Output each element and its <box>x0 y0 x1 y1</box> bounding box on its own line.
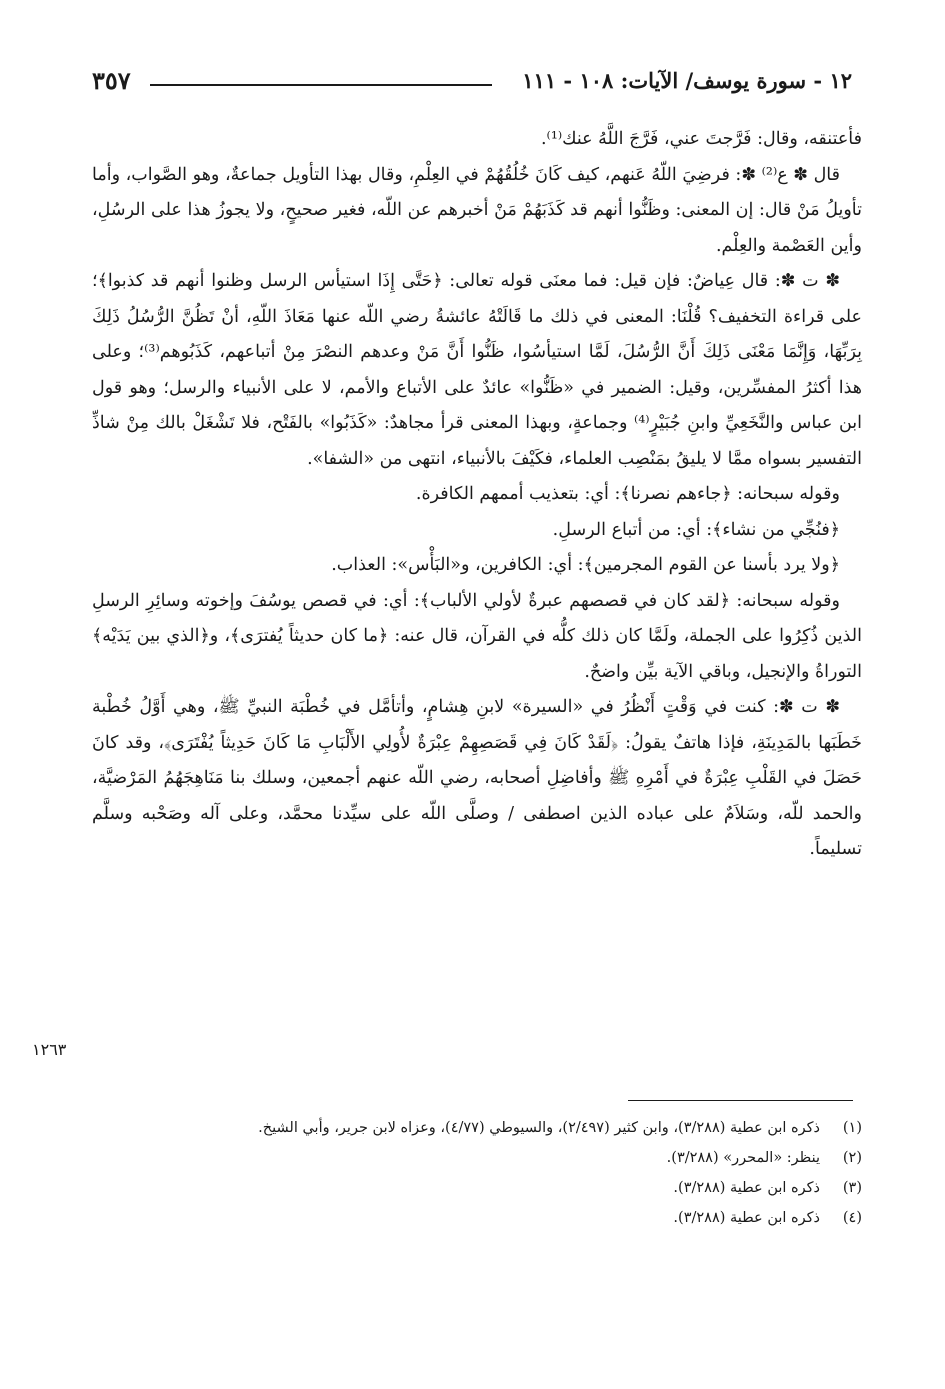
paragraph: وقوله سبحانه: ﴿لقد كان في قصصهم عبرةٌ لأولي الألباب﴾: أي: في قصص يوسُفَ وإخوته وسائِرِ الرسلِ الذين ذُكِرُوا على الجملة، ولَمَّا كان ذلك كلُّه في القرآن، قال عنه: ﴿ما كان حديثاً يُفترَى﴾، و﴿الذي بين يَدَيْه﴾ التوراةُ والإنجيل، وباقي الآية بيِّن واضحٌ. <box>92 590 862 682</box>
footnote-text: ذكره ابن عطية (٣/٢٨٨). <box>673 1180 820 1196</box>
footnote-text: ذكره ابن عطية (٣/٢٨٨)، وابن كثير (٢/٤٩٧)، والسيوطي (٤/٧٧)، وعزاه لابن جرير، وأبي الشيخ. <box>258 1120 820 1136</box>
footnote <box>92 1113 862 1143</box>
footnote-rule <box>628 1100 853 1101</box>
margin-page-reference: ١٢٦٣ <box>32 1040 67 1059</box>
paragraph: فأعتنقه، وقال: فَرَّجتَ عني، فَرَّجَ اللَّهُ عنك⁽¹⁾. <box>540 129 862 149</box>
paragraph: ﴿فنُجِّي من نشاء﴾: أي: من أتباع الرسلِ. <box>552 519 840 540</box>
main-text <box>92 122 862 868</box>
footnotes <box>92 1113 862 1233</box>
footnote-number: (٢) <box>842 1150 862 1166</box>
footnote-number: (٤) <box>842 1210 862 1226</box>
footnote <box>92 1173 862 1203</box>
footnote-text: ينظر: «المحرر» (٣/٢٨٨). <box>666 1150 820 1166</box>
footnote-text: ذكره ابن عطية (٣/٢٨٨). <box>673 1210 820 1226</box>
paragraph: وقوله سبحانه: ﴿جاءهم نصرنا﴾: أي: بتعذيب أممهم الكافرة. <box>415 484 840 504</box>
paragraph: ✽ ت ✽: قال عِياضٌ: فإن قيل: فما معنَى قوله تعالى: ﴿حَتَّى إِذَا استيأس الرسل وظنوا أنهم قد كذبوا﴾؛ على قراءة التخفيف؟ قُلْنَا: المعنى في ذلك ما قَالَتْهُ عائشةُ رضي اللّه عنها مَعَاذَ اللّهِ، أنْ تَظُنَّ الرُّسُلُ ذَلِكَ بِرَبِّهَا، وَإِنَّمَا مَعْنَى ذَلِكَ أَنَّ الرُّسُلَ، لَمَّا استيأسُوا، ظَنُّوا أَنَّ مَنْ وعدهم النصْرَ مِنْ أتباعهم، كَذَبُوهم⁽³⁾؛ وعلى هذا أكثرُ المفسِّرين، وقيل: الضمير في «ظَنُّوا» عائدٌ على الأتباع والأمم، لا على الأنبياء والرسل؛ وهو قول ابن عباس والنَّخَعِيِّ وابنِ جُبَيْرٍ⁽⁴⁾ وجماعةٍ، وبهذا المعنى قرأ مجاهدٌ: «كَذَبُوا» بالفَتْح، فلا تَشْغَلْ بالك مِنْ شاذِّ التفسير بسواه ممَّا لا يليقُ بمَنْصِب العلماء، فكَيْفَ بالأنبياء، انتهى من «الشفا». <box>92 271 863 469</box>
footnote-number: (١) <box>842 1120 862 1136</box>
page-header <box>92 60 852 100</box>
paragraph: ﴿ولا يرد بأسنا عن القوم المجرمين﴾: أي: الكافرين، و«البَأْس»: العذاب. <box>331 555 840 575</box>
paragraph: ✽ ت ✽: كنت في وَقْتٍ أَنْظُرُ في «السيرة» لابنِ هِشامٍ، وأتأمَّل في خُطْبَة النبيِّ ﷺ، وهي أَوَّلُ خُطْبة خَطَبَها بالمَدِينَةِ، فإذا هاتفٌ يقولُ: ﴿لَقَدْ كَانَ فِي قَصَصِهِمْ عِبْرَةٌ لأُولِي الأَلْبَابِ مَا كَانَ حَدِيثاً يُفْتَرَى﴾، وقد كانَ حَصَلَ في القَلْبِ عِبْرَةٌ في أَمْرِهِ ﷺ وأفاضِلِ أصحابه، رضي اللّه عنهم أجمعين، وسلك بنا مَنَاهِجَهُمُ المَرْضيَّة، والحمد للّه، وسَلاَمٌ على عباده الذين اصطفى / وصلَّى اللّه على سيِّدنا محمَّد، وعلى آله وصَحْبه وسلَّم تسليماً. <box>92 697 862 859</box>
page-number: ٣٥٧ <box>92 66 131 95</box>
header-rule <box>150 84 492 86</box>
paragraph: قال ✽ ع⁽²⁾ ✽: فرضِيَ اللّهُ عَنهم، كيف كَانَ خُلُقُهُمْ في العِلْمِ، وقال بهذا التأويل جماعةٌ، وهو الصَّواب، وأما تأويلُ مَنْ قال: إن المعنى: وظَنُّوا أنهم قد كَذَبَهُمْ مَنْ أخبرهم عن اللّه، فغير صحيحٍ، ولا يجوزُ هذا على الرسُلِ، وأين العَصْمة والعِلْم. <box>92 164 862 256</box>
footnote-number: (٣) <box>842 1180 862 1196</box>
footnote <box>92 1143 862 1173</box>
running-title: ١٢ - سورة يوسف/ الآيات: ١٠٨ - ١١١ <box>522 68 852 93</box>
footnote <box>92 1203 862 1233</box>
